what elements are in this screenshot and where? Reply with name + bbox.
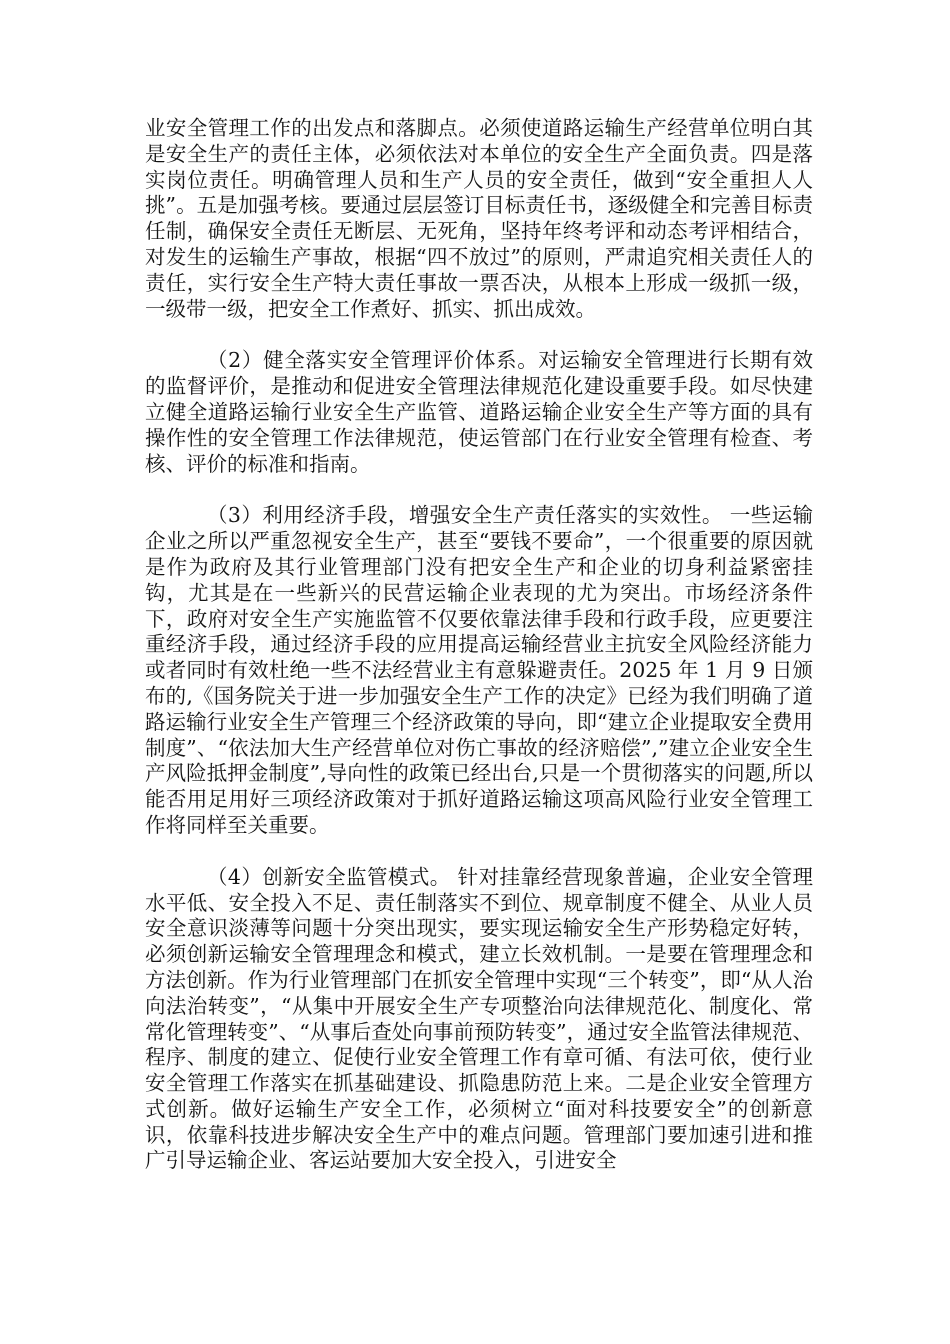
paragraph-evaluation-system: （2）健全落实安全管理评价体系。对运输安全管理进行长期有效的监督评价，是推动和促进安全管理法律规范化建设重要手段。如尽快建立健全道路运输行业安全生产监管、道路运输企业安全生产等方面的具有操作性的安全管理工作法律规范，使运管部门在行业安全管理有检查、考核、评价的标准和指南。 — [145, 348, 813, 476]
paragraph-gap — [145, 839, 813, 865]
paragraph-supervision-mode: （4）创新安全监管模式。 针对挂靠经营现象普遍，企业安全管理水平低、安全投入不足、责任制落实不到位、规章制度不健全、从业人员安全意识淡薄等问题十分突出现实，要实现运输安全生产形势稳定好转，必须创新运输安全管理理念和模式，建立长效机制。一是要在管理理念和方法创新。作为行业管理部门在抓安全管理中实现“三个转变”，即“从人治向法治转变”，“从集中开展安全生产专项整治向法律规范化、制度化、常常化管理转变”、“从事后查处向事前预防转变”，通过安全监管法律规范、程序、制度的建立、促使行业安全管理工作有章可循、有法可依，使行业安全管理工作落实在抓基础建设、抓隐患防范上来。二是企业安全管理方式创新。做好运输生产安全工作，必须树立“面对科技要安全”的创新意识，依靠科技进步解决安全生产中的难点问题。管理部门要加速引进和推广引导运输企业、客运站要加大安全投入，引进安全 — [145, 864, 813, 1173]
paragraph-economic-means: （3）利用经济手段，增强安全生产责任落实的实效性。 一些运输企业之所以严重忽视安全生产，甚至“要钱不要命”，一个很重要的原因就是作为政府及其行业管理部门没有把安全生产和企业的切身利益紧密挂钩，尤其是在一些新兴的民营运输企业表现的尤为突出。市场经济条件下，政府对安全生产实施监管不仅要依靠法律手段和行政手段，应更要注重经济手段，通过经济手段的应用提高运输经营业主抗安全风险经济能力或者同时有效杜绝一些不法经营业主有意躲避责任。2025 年 1 月 9 日颁布的,《国务院关于进一步加强安全生产工作的决定》已经为我们明确了道路运输行业安全生产管理三个经济政策的导向，即“建立企业提取安全费用制度”、“依法加大生产经营单位对伤亡事故的经济赔偿”,”建立企业安全生产风险抵押金制度”,导向性的政策已经出台,只是一个贯彻落实的问题,所以能否用足用好三项经济政策对于抓好道路运输这项高风险行业安全管理工作将同样至关重要。 — [145, 503, 813, 837]
paragraph-gap — [145, 322, 813, 348]
paragraph-gap — [145, 477, 813, 503]
document-body — [145, 116, 813, 1174]
paragraph-continuation: 业安全管理工作的出发点和落脚点。必须使道路运输生产经营单位明白其是安全生产的责任主体，必须依法对本单位的安全生产全面负责。四是落实岗位责任。明确管理人员和生产人员的安全责任，做到“安全重担人人挑”。五是加强考核。要通过层层签订目标责任书，逐级健全和完善目标责任制，确保安全责任无断层、无死角，坚持年终考评和动态考评相结合，对发生的运输生产事故，根据“四不放过”的原则，严肃追究相关责任人的责任，实行安全生产特大责任事故一票否决，从根本上形成一级抓一级，一级带一级，把安全工作煮好、抓实、抓出成效。 — [145, 116, 813, 321]
